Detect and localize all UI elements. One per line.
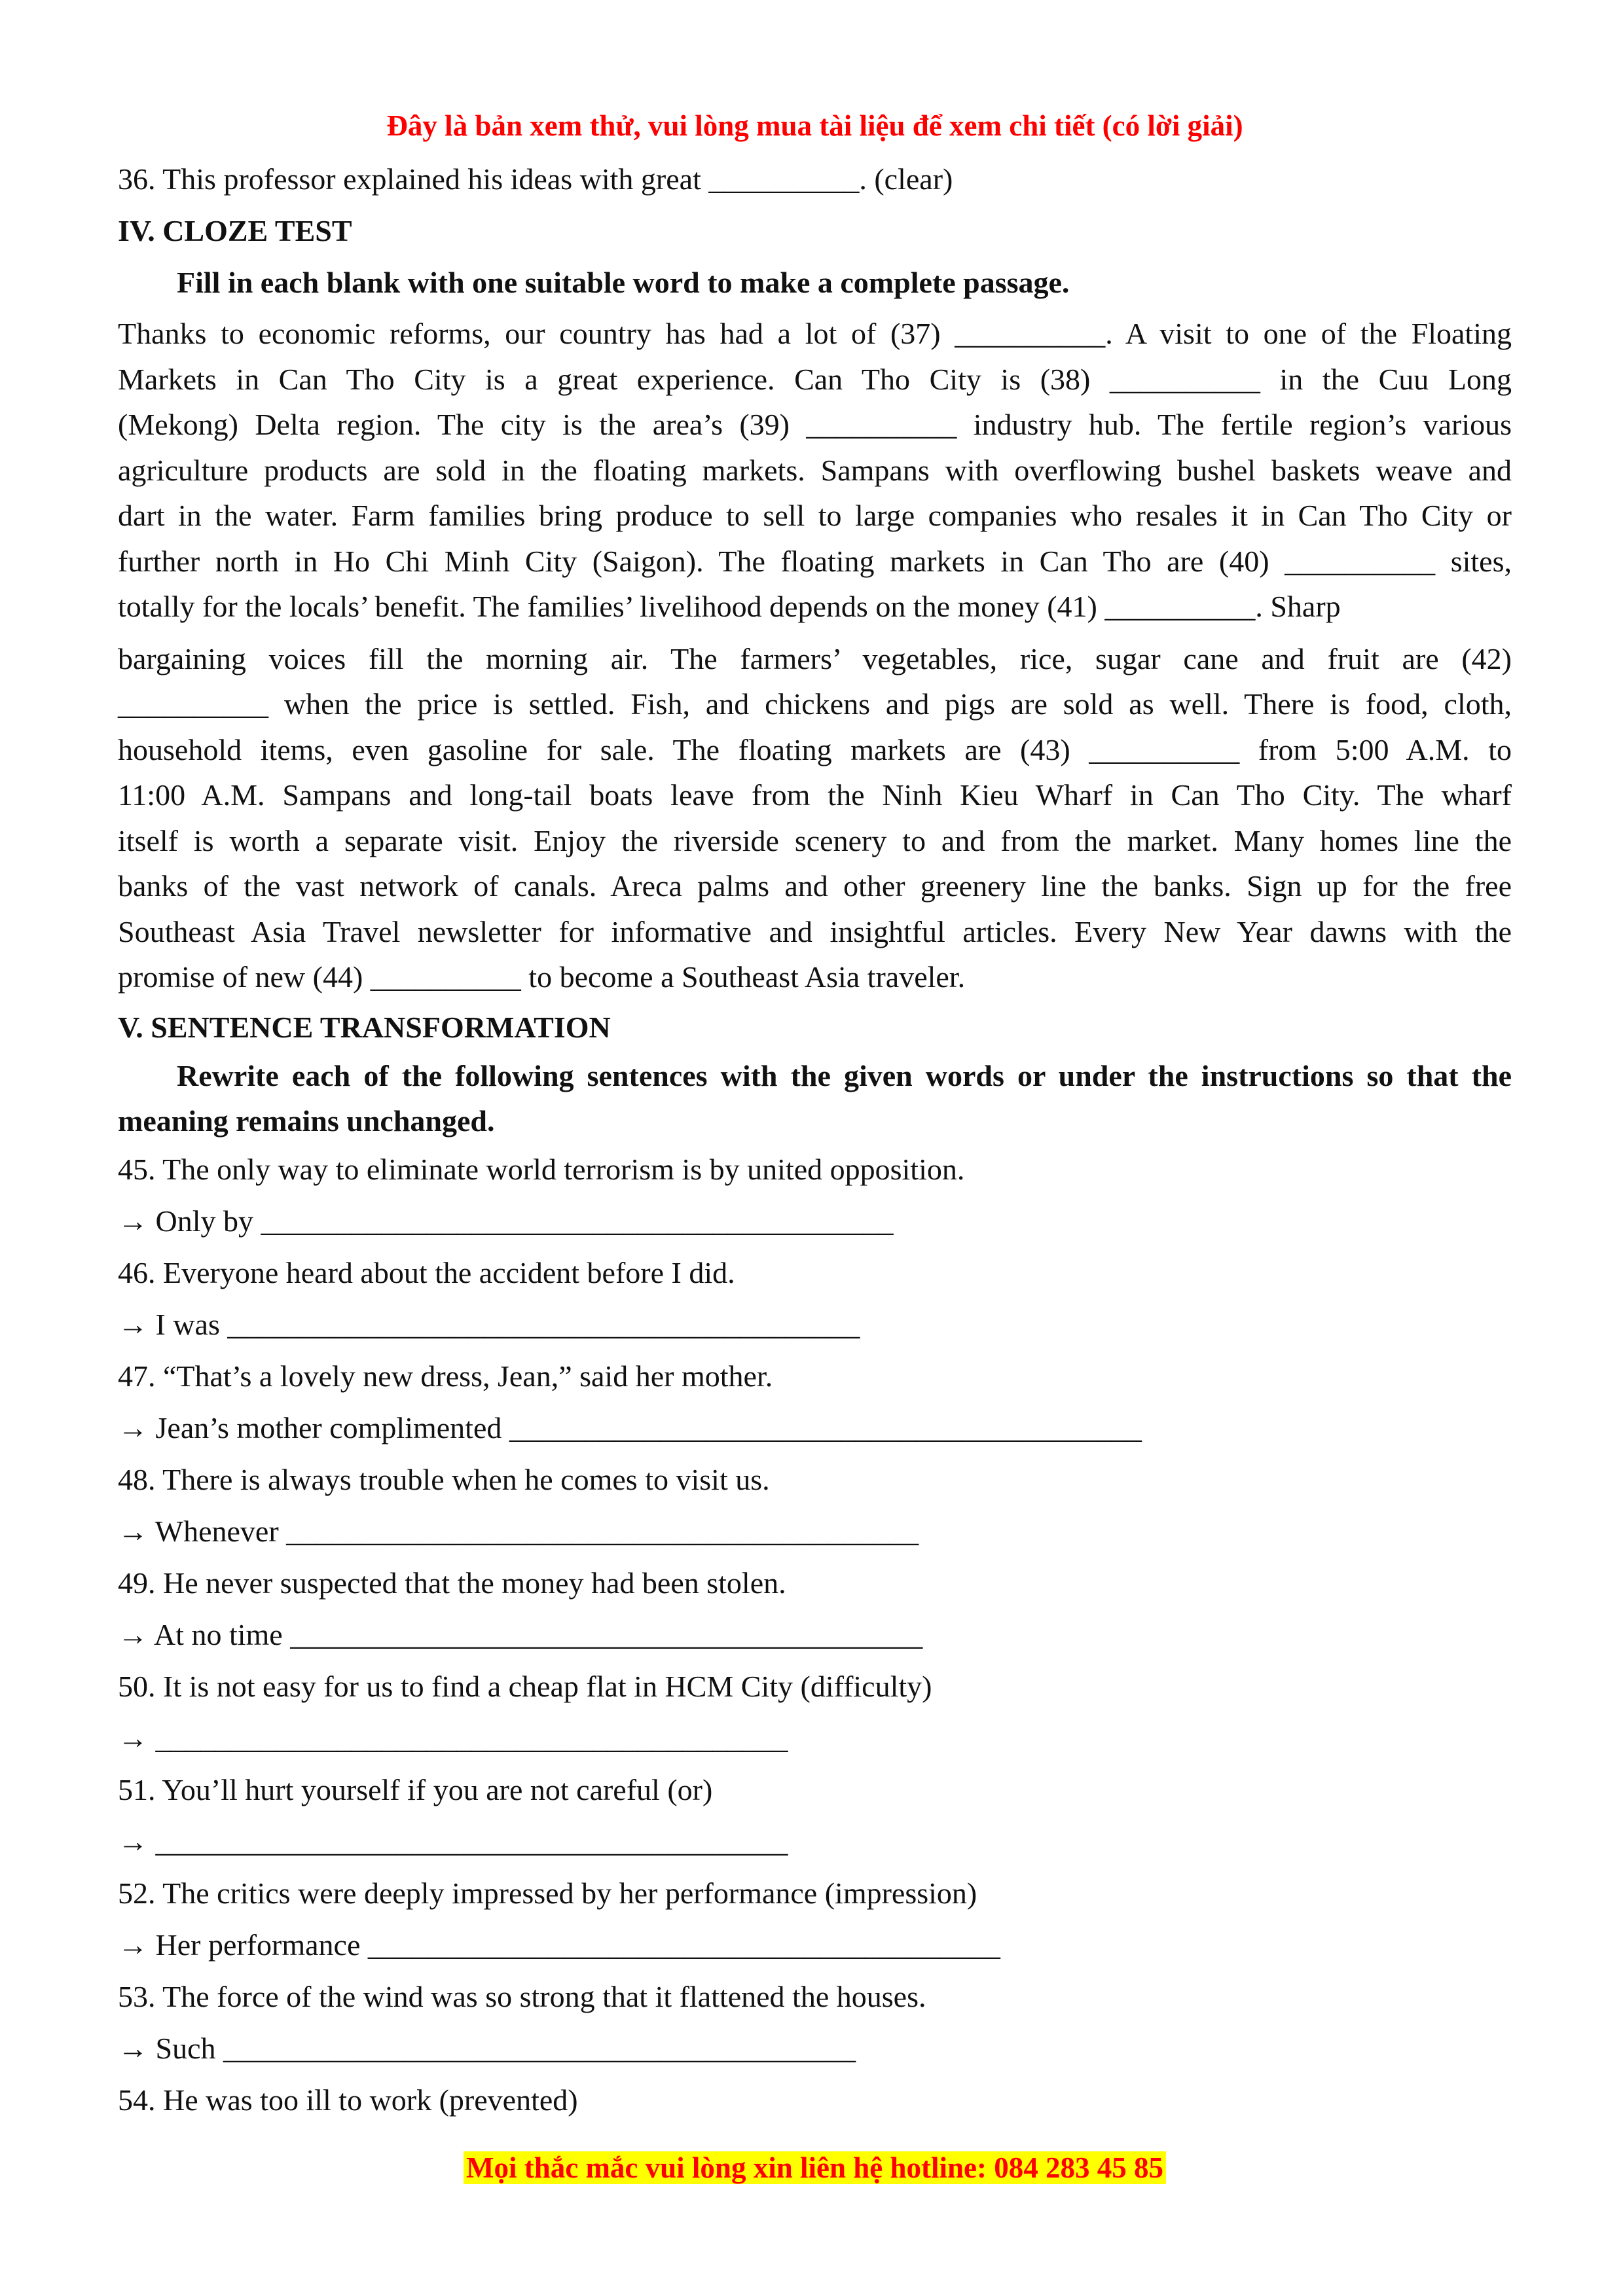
- passage-line: __________ when the price is settled. Fish, and chickens and pigs are sold as well. There is food, cloth,: [118, 687, 1512, 721]
- section-4-title: IV. CLOZE TEST: [118, 214, 352, 247]
- passage-line: bargaining voices fill the morning air. The farmers’ vegetables, rice, sugar cane and fruit are (42): [118, 641, 1512, 675]
- question-51: 51. You’ll hurt yourself if you are not careful (or): [118, 1772, 713, 1806]
- question-53: 53. The force of the wind was so strong that it flattened the houses.: [118, 1979, 926, 2013]
- section-4-instruction: Fill in each blank with one suitable word to make a complete passage.: [177, 266, 1070, 299]
- hotline-notice: [118, 2140, 1512, 2195]
- question-45: 45. The only way to eliminate world terrorism is by united opposition.: [118, 1152, 965, 1186]
- question-46: 46. Everyone heard about the accident before I did.: [118, 1255, 735, 1289]
- answer-line-51: → __________________________________________: [118, 1824, 788, 1858]
- cloze-passage: [118, 311, 1512, 1000]
- passage-line: further north in Ho Chi Minh City (Saigon). The floating markets in Can Tho are (40) __________ sites,: [118, 544, 1512, 578]
- passage-line: itself is worth a separate visit. Enjoy the riverside scenery to and from the market. Many homes line the: [118, 823, 1512, 857]
- question-52: 52. The critics were deeply impressed by her performance (impression): [118, 1876, 977, 1910]
- question-36: 36. This professor explained his ideas with great __________. (clear): [118, 162, 953, 196]
- passage-line: banks of the vast network of canals. Areca palms and other greenery line the banks. Sign up for the free: [118, 869, 1512, 903]
- section-5-title: V. SENTENCE TRANSFORMATION: [118, 1010, 611, 1044]
- preview-notice: [118, 98, 1512, 153]
- passage-line: Southeast Asia Travel newsletter for informative and insightful articles. Every New Year dawns with the: [118, 914, 1512, 948]
- hotline-notice-text: Mọi thắc mắc vui lòng xin liên hệ hotline: 084 283 45 85: [464, 2151, 1166, 2184]
- answer-line-50: → __________________________________________: [118, 1721, 788, 1755]
- passage-line: agriculture products are sold in the floating markets. Sampans with overflowing bushel baskets weave and: [118, 453, 1512, 487]
- passage-line: promise of new (44) __________ to become a Southeast Asia traveler.: [118, 960, 966, 994]
- answer-line-52: → Her performance __________________________________________: [118, 1928, 1000, 1962]
- footer: [118, 2140, 1512, 2195]
- question-54: 54. He was too ill to work (prevented): [118, 2083, 578, 2117]
- passage-line: 11:00 A.M. Sampans and long-tail boats leave from the Ninh Kieu Wharf in Can Tho City. The wharf: [118, 778, 1512, 812]
- question-50: 50. It is not easy for us to find a cheap flat in HCM City (difficulty): [118, 1669, 932, 1703]
- question-47: 47. “That’s a lovely new dress, Jean,” said her mother.: [118, 1359, 773, 1393]
- passage-line: Thanks to economic reforms, our country has had a lot of (37) __________. A visit to one of the Floating: [118, 317, 1512, 350]
- passage-line: Markets in Can Tho City is a great experience. Can Tho City is (38) __________ in the Cuu Long: [118, 362, 1512, 396]
- answer-line-53: → Such __________________________________________: [118, 2031, 856, 2065]
- passage-line: (Mekong) Delta region. The city is the area’s (39) __________ industry hub. The fertile region’s various: [118, 408, 1512, 441]
- answer-line-45: → Only by __________________________________________: [118, 1204, 894, 1238]
- document-page: [118, 98, 1512, 2126]
- answer-line-46: → I was __________________________________________: [118, 1307, 860, 1341]
- question-48: 48. There is always trouble when he comes to visit us.: [118, 1462, 770, 1496]
- answer-line-48: → Whenever __________________________________________: [118, 1514, 919, 1548]
- answer-line-49: → At no time __________________________________________: [118, 1617, 923, 1651]
- section-5-instruction: Rewrite each of the following sentences with the given words or under the instructions so that the meaning remains unchanged.: [118, 1058, 1512, 1138]
- passage-line: totally for the locals’ benefit. The families’ livelihood depends on the money (41) __________. Sharp: [118, 590, 1341, 623]
- preview-notice-text: Đây là bản xem thử, vui lòng mua tài liệu để xem chi tiết (có lời giải): [386, 109, 1243, 142]
- passage-line: dart in the water. Farm families bring produce to sell to large companies who resales it in Can Tho City or: [118, 499, 1512, 532]
- answer-line-47: → Jean’s mother complimented __________________________________________: [118, 1410, 1142, 1444]
- passage-line: household items, even gasoline for sale. The floating markets are (43) __________ from 5:00 A.M. to: [118, 732, 1512, 766]
- question-49: 49. He never suspected that the money had been stolen.: [118, 1566, 786, 1600]
